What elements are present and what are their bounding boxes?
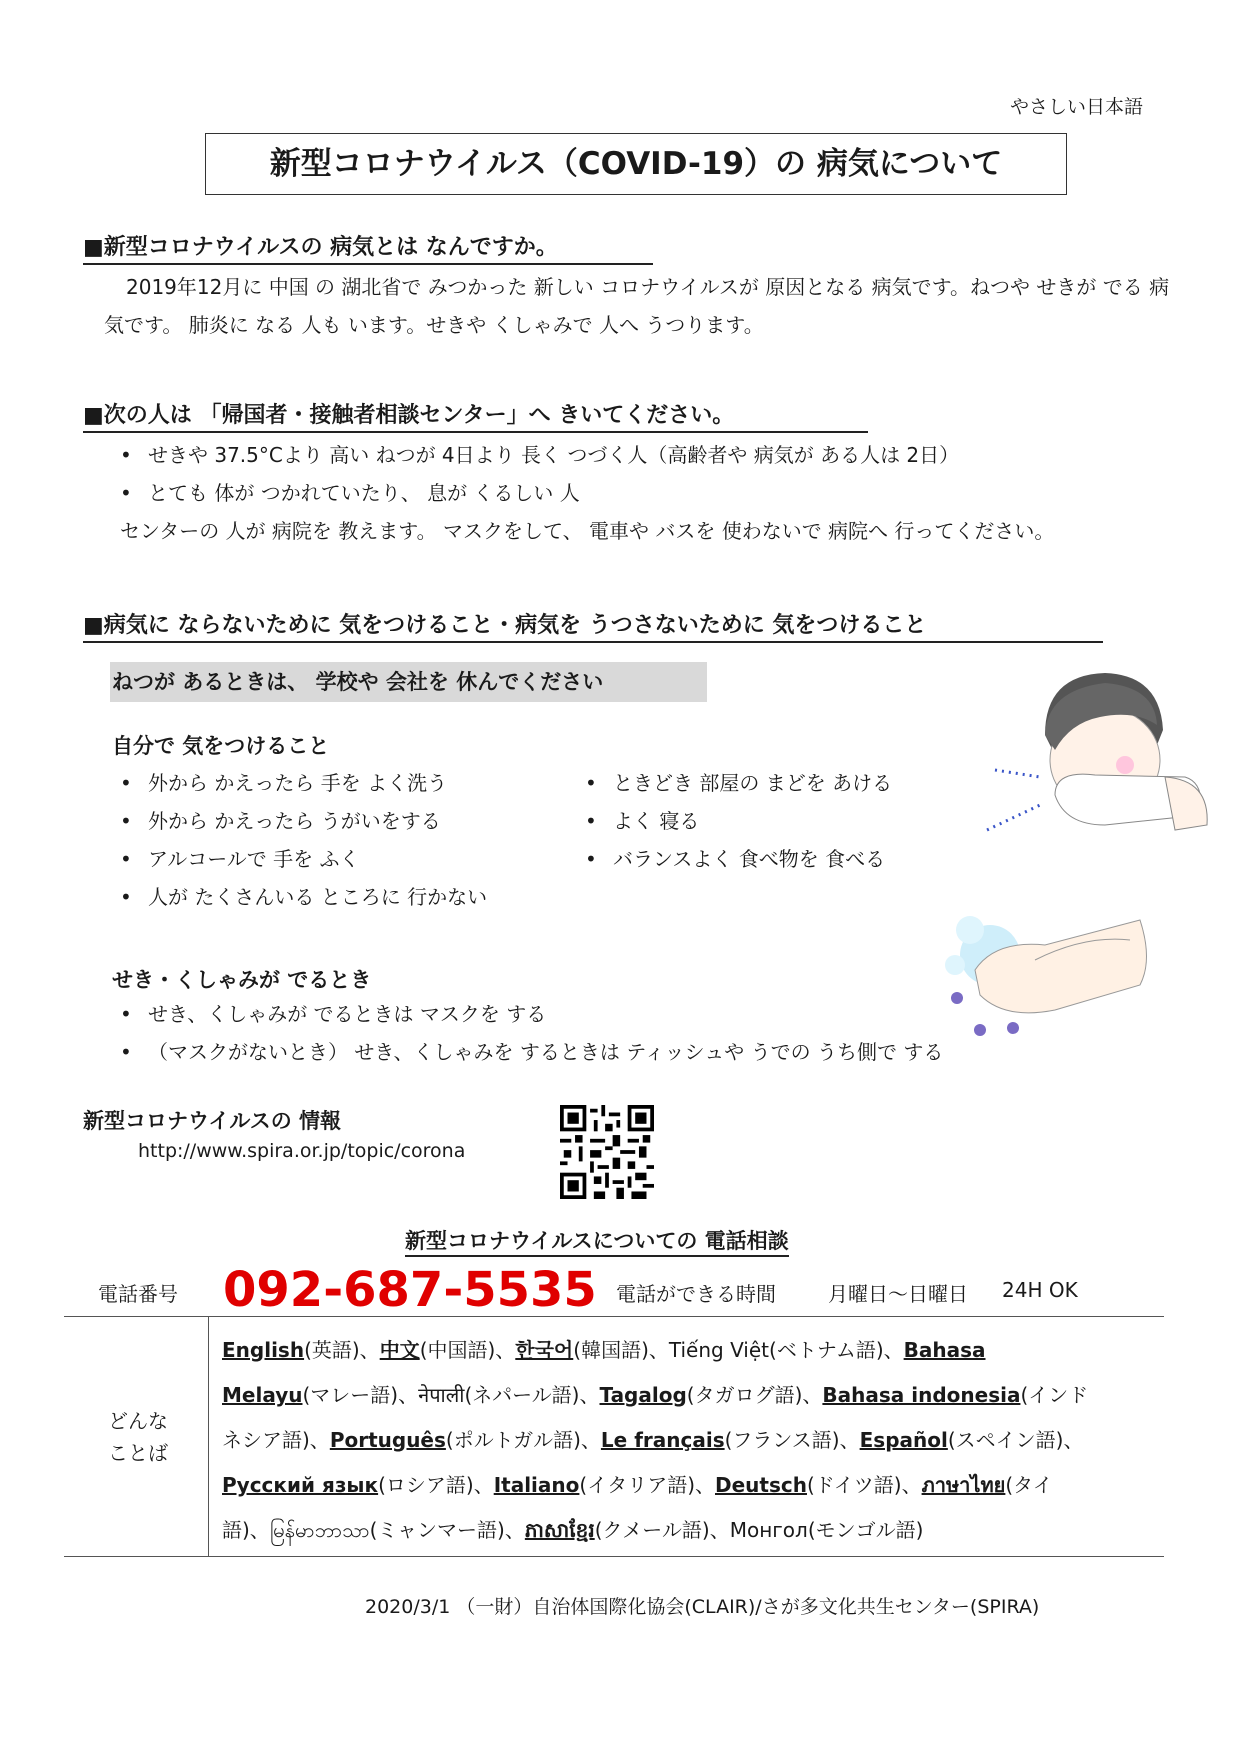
language-name: 中文 <box>379 1338 420 1362</box>
language-item <box>860 1428 1084 1452</box>
language-name: ភាសាខ្មែរ <box>524 1518 595 1542</box>
language-item <box>494 1473 715 1497</box>
language-name: Português <box>329 1428 446 1452</box>
language-item <box>601 1428 860 1452</box>
language-japanese: (フランス語)、 <box>724 1428 860 1452</box>
language-japanese: (インドネシア語)、 <box>222 1383 1089 1452</box>
self-care-list-right <box>575 764 1015 878</box>
page-title: 新型コロナウイルス（COVID-19）の 病気について <box>205 133 1067 195</box>
language-item <box>730 1518 924 1542</box>
language-name: Tagalog <box>599 1383 687 1407</box>
cough-list <box>110 995 1110 1071</box>
phone-number[interactable]: 092-687-5535 <box>223 1262 597 1318</box>
consult-title: 新型コロナウイルスについての 電話相談 <box>405 1225 789 1257</box>
language-name: Tiếng Việt <box>668 1338 770 1362</box>
cough-title: せき・くしゃみが でるとき <box>112 968 372 992</box>
language-japanese: (クメール語)、 <box>594 1518 730 1542</box>
language-japanese: (ベトナム語)、 <box>769 1338 904 1362</box>
language-name: Deutsch <box>715 1473 807 1497</box>
language-name: မြန်မာဘာသာ <box>269 1518 370 1542</box>
languages-list <box>222 1328 1092 1553</box>
language-name: Le français <box>600 1428 725 1452</box>
language-item <box>515 1338 669 1362</box>
language-name: Bahasa indonesia <box>822 1383 1021 1407</box>
list-item: • よく 寝る <box>575 802 1015 840</box>
languages-label-line: ことば <box>108 1441 168 1465</box>
list-item: • （マスクがないとき） せき、くしゃみを するときは ティッシュや うでの うち側で する <box>110 1033 1110 1071</box>
section2-list <box>110 436 1180 512</box>
language-japanese: (ドイツ語)、 <box>806 1473 922 1497</box>
language-japanese: (マレー語)、 <box>302 1383 419 1407</box>
self-care-list-left <box>110 764 550 916</box>
list-item: • アルコールで 手を ふく <box>110 840 550 878</box>
divider <box>64 1316 1164 1317</box>
language-name: 한국어 <box>515 1338 574 1362</box>
language-item <box>270 1518 525 1542</box>
language-item <box>330 1428 601 1452</box>
section1-body: 2019年12月に 中国 の 湖北省で みつかった 新しい コロナウイルスが 原因となる 病気です。ねつや せきが でる 病気です。 肺炎に なる 人も います。せきや くしゃみで 人へ うつります。 <box>104 275 1170 337</box>
languages-label <box>108 1405 168 1469</box>
language-name: नेपाली <box>418 1383 465 1407</box>
language-japanese: (中国語)、 <box>419 1338 516 1362</box>
language-japanese: (モンゴル語) <box>807 1518 924 1542</box>
divider <box>208 1316 209 1556</box>
hours-label: 電話ができる時間 <box>616 1282 776 1306</box>
language-japanese: (スペイン語)、 <box>947 1428 1084 1452</box>
language-name: Русский язык <box>222 1473 379 1497</box>
language-item <box>600 1383 823 1407</box>
list-item: • ときどき 部屋の まどを あける <box>575 764 1015 802</box>
info-url[interactable]: http://www.spira.or.jp/topic/corona <box>138 1140 466 1162</box>
fever-notice: ねつが あるときは、 学校や 会社を 休んでください <box>110 662 707 702</box>
days-value: 月曜日～日曜日 <box>828 1282 968 1306</box>
self-care-title: 自分で 気をつけること <box>112 734 330 758</box>
language-item <box>669 1338 904 1362</box>
language-japanese: (ネパール語)、 <box>464 1383 600 1407</box>
language-note: やさしい日本語 <box>1010 96 1144 118</box>
language-japanese: (ミャンマー語)、 <box>369 1518 525 1542</box>
language-item <box>380 1338 516 1362</box>
hours-value: 24H OK <box>1002 1278 1078 1302</box>
list-item: • せきや 37.5°Cより 高い ねつが 4日より 長く つづく人（高齢者や 病気が ある人は 2日） <box>110 436 1180 474</box>
language-japanese: (ロシア語)、 <box>378 1473 494 1497</box>
list-item: • 外から かえったら うがいをする <box>110 802 550 840</box>
divider <box>64 1556 1164 1557</box>
info-title: 新型コロナウイルスの 情報 <box>83 1109 342 1133</box>
language-japanese: (タガログ語)、 <box>686 1383 823 1407</box>
section3-heading: ■病気に ならないために 気をつけること・病気を うつさないために 気をつけること <box>83 608 1103 643</box>
language-name: Монгол <box>729 1518 808 1542</box>
qr-code[interactable] <box>560 1105 654 1199</box>
language-item <box>418 1383 599 1407</box>
languages-label-line: どんな <box>108 1409 168 1433</box>
language-item <box>222 1338 380 1362</box>
list-item: • バランスよく 食べ物を 食べる <box>575 840 1015 878</box>
language-japanese: (ポルトガル語)、 <box>445 1428 601 1452</box>
phone-label: 電話番号 <box>98 1282 178 1306</box>
coughing-child-illustration <box>985 665 1215 845</box>
language-item <box>715 1473 922 1497</box>
language-japanese: (韓国語)、 <box>573 1338 669 1362</box>
language-name: Bahasa Melayu <box>222 1338 986 1407</box>
language-japanese: (イタリア語)、 <box>579 1473 715 1497</box>
section2-heading: ■次の人は 「帰国者・接触者相談センター」へ きいてください。 <box>83 398 868 433</box>
language-name: English <box>222 1338 305 1362</box>
section1-heading: ■新型コロナウイルスの 病気とは なんですか。 <box>83 230 653 265</box>
language-name: ภาษาไทย <box>921 1473 1006 1497</box>
list-item: • 人が たくさんいる ところに 行かない <box>110 878 550 916</box>
language-name: Español <box>859 1428 948 1452</box>
list-item: • 外から かえったら 手を よく洗う <box>110 764 550 802</box>
section2-note: センターの 人が 病院を 教えます。 マスクをして、 電車や バスを 使わないで 病院へ 行ってください。 <box>120 519 1055 543</box>
language-japanese: (英語)、 <box>304 1338 380 1362</box>
list-item: • とても 体が つかれていたり、 息が くるしい 人 <box>110 474 1180 512</box>
language-name: Italiano <box>493 1473 580 1497</box>
list-item: • せき、くしゃみが でるときは マスクを する <box>110 995 1110 1033</box>
language-item <box>222 1473 494 1497</box>
footer-credit: 2020/3/1 （一財）自治体国際化協会(CLAIR)/さが多文化共生センター(SPIRA) <box>365 1596 1040 1618</box>
language-japanese: (タイ語)、 <box>222 1473 1053 1542</box>
language-item <box>525 1518 730 1542</box>
